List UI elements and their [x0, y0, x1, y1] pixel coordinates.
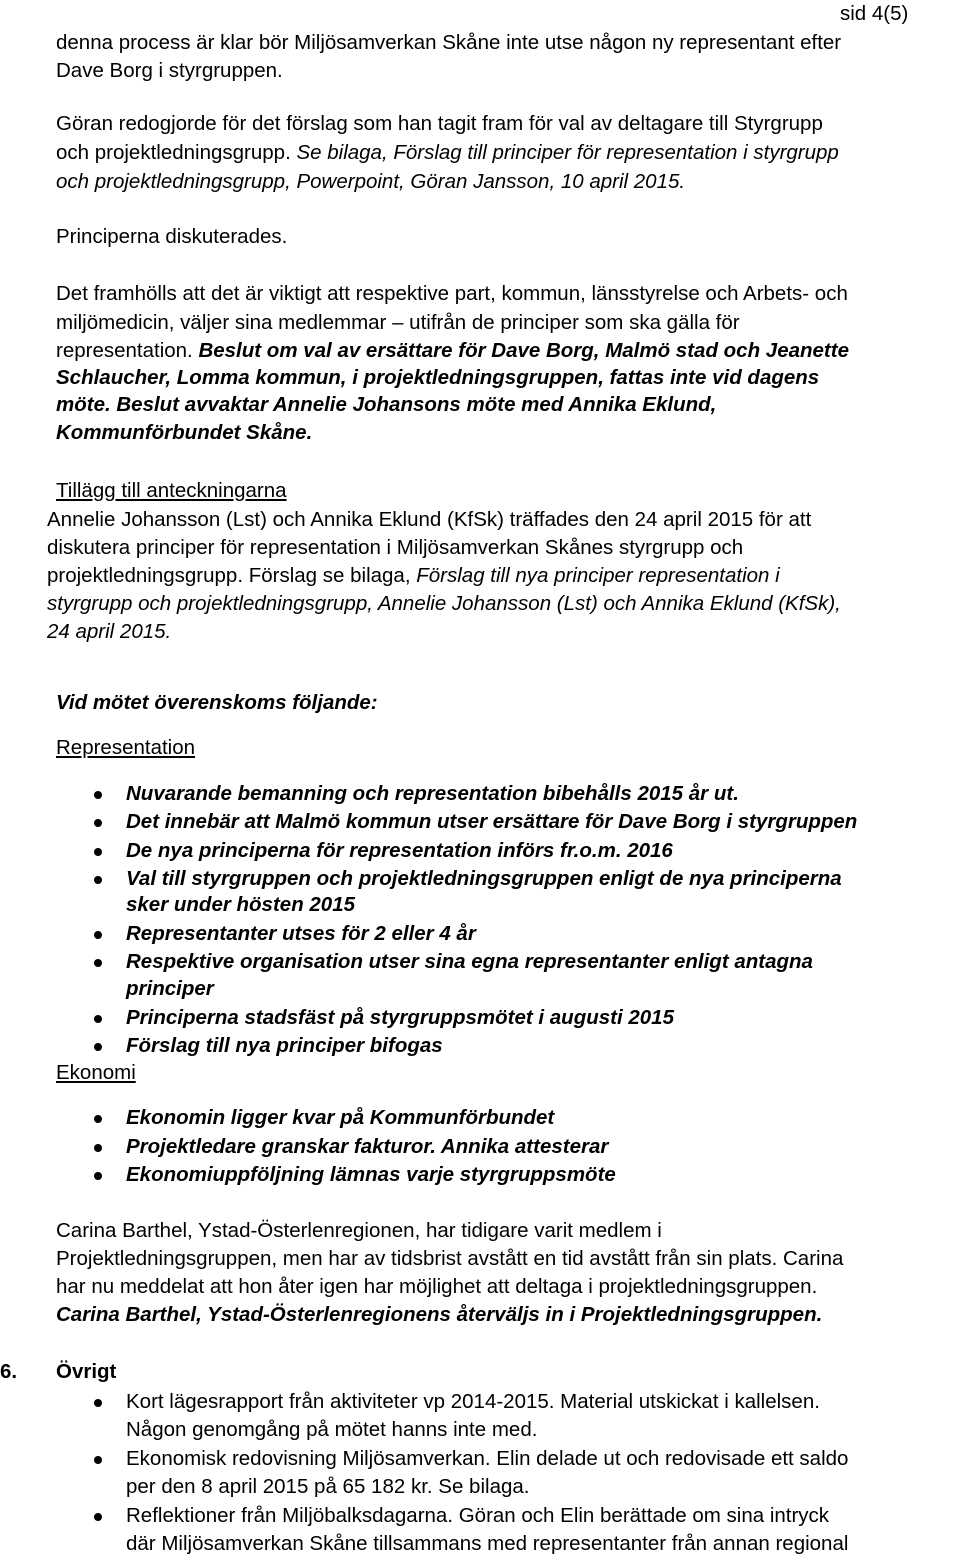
carina-line-1: Carina Barthel, Ystad-Österlenregionen, har tidigare varit medlem i: [56, 1219, 662, 1242]
goran-line-2: [56, 143, 839, 164]
representation-item: Nuvarande bemanning och representation bibehålls 2015 år ut.: [126, 782, 739, 805]
goran-line-1: Göran redogjorde för det förslag som han tagit fram för val av deltagare till Styrgrupp: [56, 112, 823, 135]
page-number: sid 4(5): [840, 2, 909, 25]
carina-line-2: Projektledningsgruppen, men har av tidsbrist avstått en tid avstått från sin plats. Carina: [56, 1247, 844, 1270]
framholls-line-5: möte. Beslut avvaktar Annelie Johansons möte med Annika Eklund,: [56, 393, 717, 416]
framholls-line-6: Kommunförbundet Skåne.: [56, 421, 313, 444]
bullet-icon: [94, 1015, 102, 1023]
intro-line-2: Dave Borg i styrgruppen.: [56, 59, 283, 82]
carina-decision: Carina Barthel, Ystad-Österlenregionens återväljs in i Projektledningsgruppen.: [56, 1303, 823, 1326]
ovrigt-heading: Övrigt: [56, 1360, 117, 1383]
tillagg-line-2: diskutera principer för representation i Miljösamverkan Skånes styrgrupp och: [47, 536, 744, 559]
bullet-icon: [94, 819, 102, 827]
ekonomi-item: Projektledare granskar fakturor. Annika attesterar: [126, 1135, 609, 1158]
ekonomi-item: Ekonomiuppföljning lämnas varje styrgruppsmöte: [126, 1163, 616, 1186]
bullet-icon: [94, 1172, 102, 1180]
framholls-line-3-plain: representation.: [56, 339, 199, 362]
goran-line-2-plain: och projektledningsgrupp.: [56, 141, 297, 164]
representation-item: Representanter utses för 2 eller 4 år: [126, 922, 476, 945]
tillagg-heading: Tillägg till anteckningarna: [56, 479, 287, 502]
ovrigt-item: Reflektioner från Miljöbalksdagarna. Göran och Elin berättade om sina intryck: [126, 1504, 830, 1527]
attachment-reference-2: Förslag till nya principer representation i: [416, 564, 780, 587]
bullet-icon: [94, 959, 102, 967]
tillagg-line-1: Annelie Johansson (Lst) och Annika Eklund (KfSk) träffades den 24 april 2015 för att: [47, 508, 812, 531]
tillagg-line-4: styrgrupp och projektledningsgrupp, Annelie Johansson (Lst) och Annika Eklund (KfSk),: [47, 592, 841, 615]
ovrigt-item: Kort lägesrapport från aktiviteter vp 2014-2015. Material utskickat i kallelsen.: [126, 1390, 820, 1413]
carina-line-3: har nu meddelat att hon åter igen har möjlighet att deltaga i projektledningsgruppen.: [56, 1275, 818, 1298]
bullet-icon: [94, 1513, 102, 1521]
representation-item-continued: sker under hösten 2015: [126, 893, 356, 916]
decision-text: Beslut om val av ersättare för Dave Borg, Malmö stad och Jeanette: [198, 339, 849, 362]
bullet-icon: [94, 1144, 102, 1152]
framholls-line-4: Schlaucher, Lomma kommun, i projektledningsgruppen, fattas inte vid dagens: [56, 366, 820, 389]
representation-item: Förslag till nya principer bifogas: [126, 1034, 443, 1057]
agreement-heading: Vid mötet överenskoms följande:: [56, 691, 378, 714]
principerna-text: Principerna diskuterades.: [56, 225, 288, 248]
bullet-icon: [94, 1043, 102, 1051]
representation-item-continued: principer: [126, 977, 214, 1000]
ovrigt-item-continued: per den 8 april 2015 på 65 182 kr. Se bilaga.: [126, 1475, 530, 1498]
bullet-icon: [94, 848, 102, 856]
intro-line-1: denna process är klar bör Miljösamverkan Skåne inte utse någon ny representant efter: [56, 31, 842, 54]
goran-line-3: och projektledningsgrupp, Powerpoint, Göran Jansson, 10 april 2015.: [56, 170, 686, 193]
section-number: 6.: [0, 1360, 18, 1383]
bullet-icon: [94, 791, 102, 799]
bullet-icon: [94, 931, 102, 939]
framholls-line-2: miljömedicin, väljer sina medlemmar – utifrån de principer som ska gälla för: [56, 311, 740, 334]
representation-item: Respektive organisation utser sina egna representanter enligt antagna: [126, 950, 813, 973]
representation-item: Det innebär att Malmö kommun utser ersättare för Dave Borg i styrgruppen: [126, 810, 858, 833]
representation-item: Val till styrgruppen och projektledningsgruppen enligt de nya principerna: [126, 867, 842, 890]
ovrigt-item: Ekonomisk redovisning Miljösamverkan. Elin delade ut och redovisade ett saldo: [126, 1447, 849, 1470]
ekonomi-heading: Ekonomi: [56, 1061, 136, 1084]
bullet-icon: [94, 1399, 102, 1407]
attachment-reference: Se bilaga, Förslag till principer för representation i styrgrupp: [296, 141, 839, 164]
bullet-icon: [94, 1115, 102, 1123]
bullet-icon: [94, 876, 102, 884]
tillagg-line-5: 24 april 2015.: [47, 620, 172, 643]
representation-item: De nya principerna för representation införs fr.o.m. 2016: [126, 839, 673, 862]
bullet-icon: [94, 1456, 102, 1464]
ovrigt-item-continued: där Miljösamverkan Skåne tillsammans med representanter från annan regional: [126, 1532, 849, 1555]
tillagg-line-3: [47, 566, 780, 587]
framholls-line-1: Det framhölls att det är viktigt att respektive part, kommun, länsstyrelse och Arbets- och: [56, 282, 848, 305]
tillagg-line-3-plain: projektledningsgrupp. Förslag se bilaga,: [47, 564, 417, 587]
ovrigt-item-continued: Någon genomgång på mötet hanns inte med.: [126, 1418, 538, 1441]
representation-heading: Representation: [56, 736, 196, 759]
framholls-line-3: [56, 341, 849, 362]
ekonomi-item: Ekonomin ligger kvar på Kommunförbundet: [126, 1106, 555, 1129]
representation-item: Principerna stadsfäst på styrgruppsmötet i augusti 2015: [126, 1006, 674, 1029]
